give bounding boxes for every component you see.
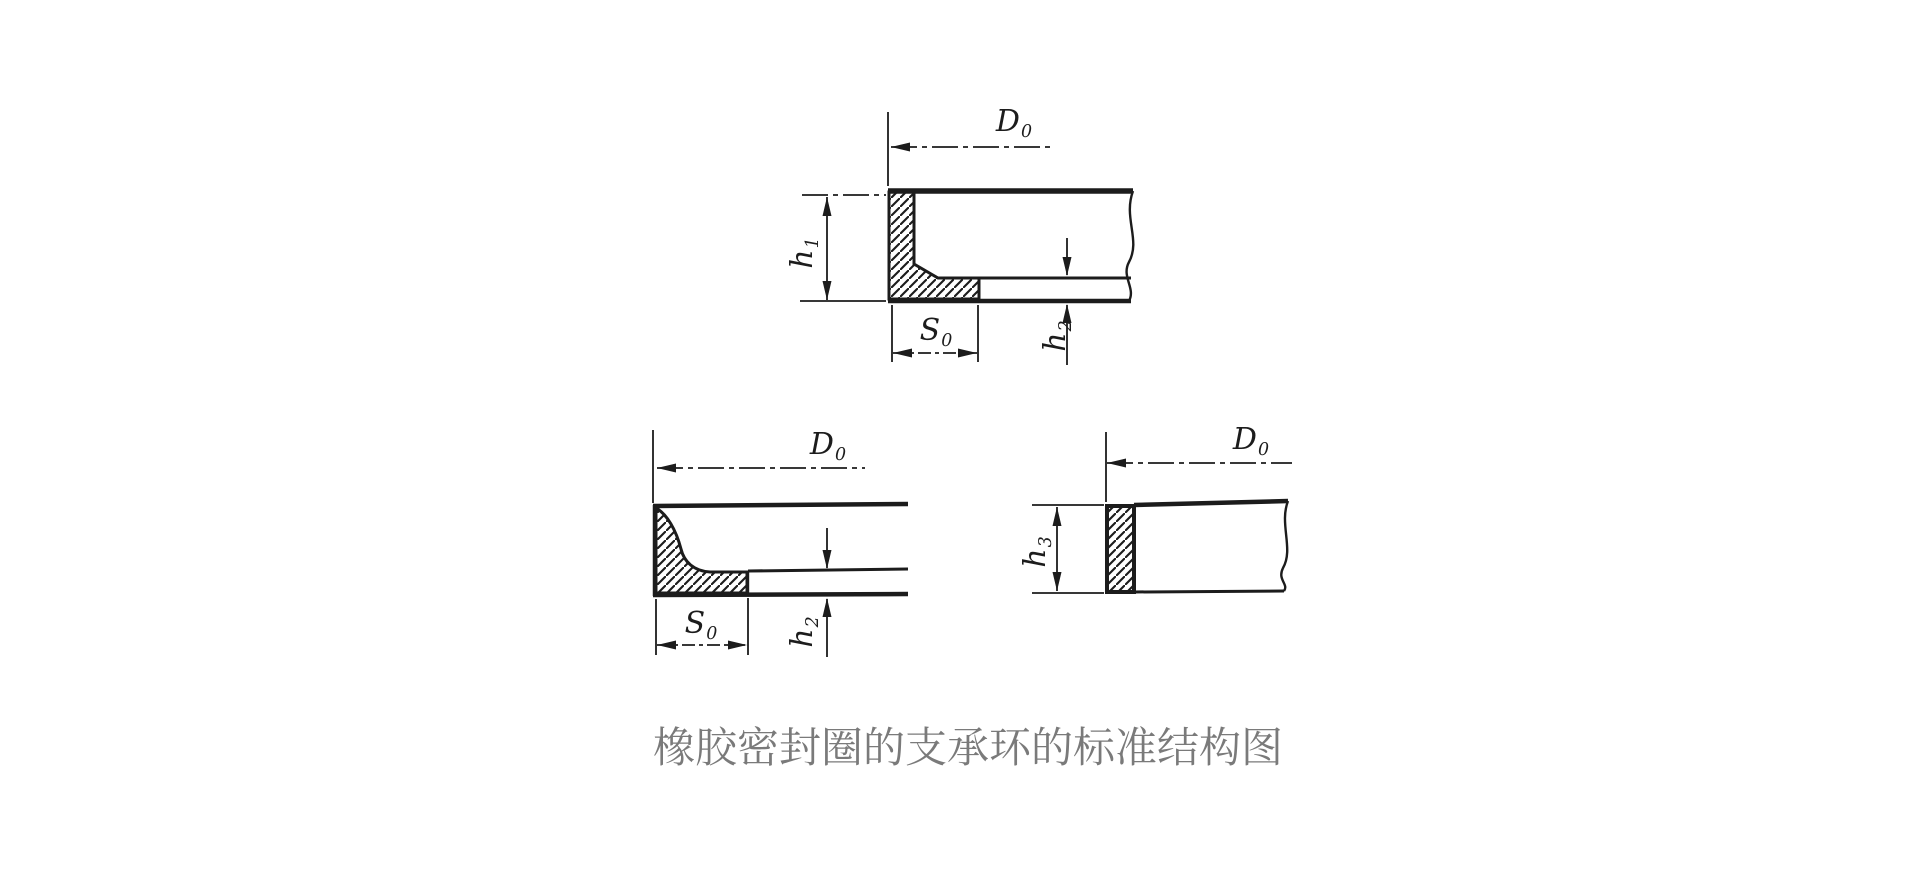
- s0-arrow-right-icon: [728, 641, 747, 650]
- h1-arrow-up-icon: [823, 197, 832, 216]
- d0-arrow-left-icon: [891, 143, 910, 152]
- ring-top-edge: [653, 504, 908, 506]
- s0-arrow-right-icon: [958, 349, 977, 358]
- label-h3-bottom-right: $h_3$: [1017, 536, 1056, 568]
- ring-hatched-rect-section: [1107, 506, 1134, 592]
- label-d0-top: $D_0$: [995, 103, 1033, 142]
- d0-arrow-left-icon: [1107, 459, 1126, 468]
- label-s0-bottom-left: $S_0$: [684, 605, 718, 644]
- h3-arrow-down-icon: [1053, 572, 1062, 591]
- ring-hatched-coved-section: [656, 508, 747, 593]
- h2-arrow-down-icon: [823, 550, 832, 569]
- d0-arrow-left-icon: [657, 464, 676, 473]
- strip-top-line: [748, 569, 908, 571]
- label-h2-top: $h_2$: [1037, 320, 1076, 352]
- break-wavy-line: [1281, 501, 1288, 591]
- h3-arrow-up-icon: [1053, 507, 1062, 526]
- ring-bottom-edge: [653, 594, 908, 595]
- label-h2-bottom-left: $h_2$: [784, 616, 823, 648]
- s0-arrow-left-icon: [657, 641, 676, 650]
- s0-arrow-left-icon: [893, 349, 912, 358]
- label-d0-bottom-right: $D_0$: [1232, 421, 1270, 460]
- h2-arrow-up-icon: [823, 598, 832, 617]
- figure-caption: 橡胶密封圈的支承环的标准结构图: [652, 724, 1284, 771]
- top-figure-l-section-ring: [800, 112, 1133, 365]
- label-s0-top: $S_0$: [919, 312, 953, 351]
- ring-hatched-l-section: [889, 192, 979, 299]
- ring-bottom-edge: [1134, 591, 1284, 592]
- h2-arrow-down-icon: [1063, 257, 1072, 276]
- label-h1-top: $h_1$: [784, 237, 823, 269]
- ring-top-edge: [1134, 501, 1288, 505]
- h1-arrow-down-icon: [823, 281, 832, 300]
- break-wavy-line: [1127, 191, 1134, 301]
- label-d0-bottom-left: $D_0$: [809, 426, 847, 465]
